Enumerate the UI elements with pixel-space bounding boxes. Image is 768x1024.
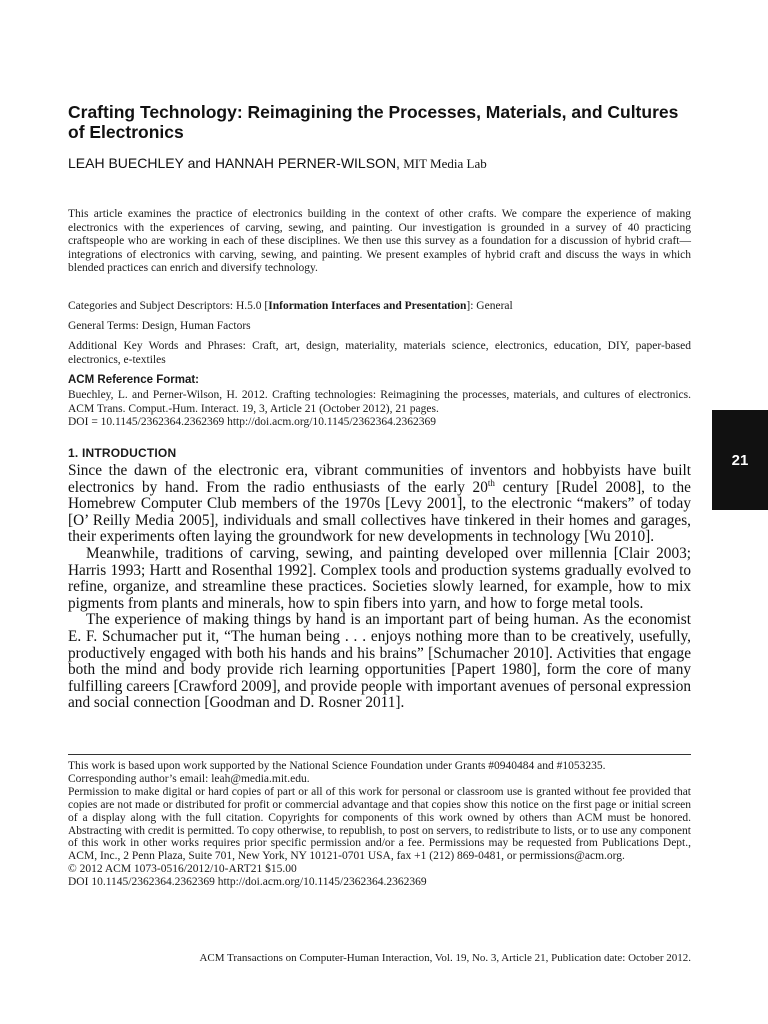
reference-heading: ACM Reference Format: bbox=[68, 374, 199, 386]
categories bbox=[68, 300, 691, 314]
footnote-funding: This work is based upon work supported by the National Science Foundation under Grants #0940484 and #1053235. bbox=[68, 760, 606, 772]
keywords: Additional Key Words and Phrases: Craft, art, design, materiality, materials science, electronics, education, DIY, paper-based electronics, e-textiles bbox=[68, 340, 691, 366]
authors: LEAH BUECHLEY and HANNAH PERNER-WILSON, bbox=[68, 155, 400, 171]
body-text bbox=[68, 463, 691, 712]
paragraph-3: The experience of making things by hand is an important part of being human. As the economist E. F. Schumacher put it, “The human being . . . enjoys nothing more than to be creatively, usefully, productively engaged with both his hands and his brains” [Schumacher 2010]. Activities that engage both the mind and body provide rich learning opportunities [Papert 1980], form the core of many fulfilling careers [Crawford 2009], and provide people with important avenues of personal expression and social connection [Goodman and D. Rosner 2011]. bbox=[68, 611, 691, 712]
reference-body bbox=[68, 389, 691, 430]
reference-doi: DOI = 10.1145/2362364.2362369 http://doi.acm.org/10.1145/2362364.2362369 bbox=[68, 416, 436, 428]
footnote-permission: Permission to make digital or hard copies of part or all of this work for personal or classroom use is granted without fee provided that copies are not made or distributed for profit or commercial advantage and that copies show this notice on the first page or initial screen of a display along with the full citation. Copyrights for components of this work owned by others than ACM must be honored. Abstracting with credit is permitted. To copy otherwise, to republish, to post on servers, to redistribute to lists, or to use any component of this work in other works requires prior specific permission and/or a fee. Permissions may be requested from Publications Dept., ACM, Inc., 2 Penn Plaza, Suite 701, New York, NY 10121-0701 USA, fax +1 (212) 869-0481, or permissions@acm.org. bbox=[68, 785, 691, 863]
article-number-tab bbox=[712, 410, 768, 510]
affiliation: MIT Media Lab bbox=[399, 156, 487, 171]
categories-prefix: Categories and Subject Descriptors: H.5.0 [ bbox=[68, 300, 269, 312]
footnote-doi: DOI 10.1145/2362364.2362369 http://doi.acm.org/10.1145/2362364.2362369 bbox=[68, 876, 427, 889]
paragraph-1-part-b: century [Rudel 2008], to the Homebrew Computer Club members of the 1970s [Levy 2001], to the electronic “makers” of today [O’ Reilly Media 2005], individuals and small collectives have tinkered in their homes and garages, their experiments often laying the groundwork for new developments in technology [Wu 2010]. bbox=[68, 478, 691, 546]
paragraph-1 bbox=[68, 463, 691, 546]
categories-suffix: ]: General bbox=[466, 300, 513, 312]
footnote-divider bbox=[68, 754, 691, 755]
footnote-email: Corresponding author’s email: leah@media.mit.edu. bbox=[68, 772, 310, 785]
categories-bold: Information Interfaces and Presentation bbox=[268, 300, 467, 312]
section-heading: 1. INTRODUCTION bbox=[68, 446, 177, 460]
running-footer: ACM Transactions on Computer-Human Interaction, Vol. 19, No. 3, Article 21, Publication date: October 2012. bbox=[199, 952, 691, 964]
author-line bbox=[68, 154, 688, 173]
superscript: th bbox=[487, 477, 495, 488]
paper-title: Crafting Technology: Reimagining the Processes, Materials, and Cultures of Electronics bbox=[68, 102, 679, 142]
footnotes bbox=[68, 760, 691, 889]
abstract: This article examines the practice of electronics building in the context of other crafts. We compare the experience of making electronics with the experiences of carving, sewing, and painting. Our investigation is grounded in a survey of 40 practicing craftspeople who are working in each of these disciplines. We then use this survey as a foundation for a discussion of hybrid craft—integrations of electronics with carving, sewing, and painting. We present examples of hybrid craft and discuss the ways in which blended practices can enrich and diversify technology. bbox=[68, 208, 691, 274]
reference-citation: Buechley, L. and Perner-Wilson, H. 2012. Crafting technologies: Reimagining the processes, materials, and cultures of electronics. ACM Trans. Comput.-Hum. Interact. 19, 3, Article 21 (October 2012), 21 pages. bbox=[68, 389, 691, 415]
general-terms: General Terms: Design, Human Factors bbox=[68, 320, 251, 332]
article-number: 21 bbox=[731, 452, 749, 469]
paragraph-1-part-a: Since the dawn of the electronic era, vibrant communities of inventors and hobbyists have built electronics by hand. From the radio enthusiasts of the early 20 bbox=[68, 462, 691, 496]
paragraph-2: Meanwhile, traditions of carving, sewing, and painting developed over millennia [Clair 2003; Harris 1993; Hartt and Rosenthal 1992]. Complex tools and production systems gradually evolved to refine, organize, and streamline these practices. Societies slowly learned, for example, how to mix pigments from plants and minerals, how to spin fibers into yarn, and how to forge metal tools. bbox=[68, 544, 691, 612]
footnote-copyright: © 2012 ACM 1073-0516/2012/10-ART21 $15.00 bbox=[68, 863, 297, 876]
